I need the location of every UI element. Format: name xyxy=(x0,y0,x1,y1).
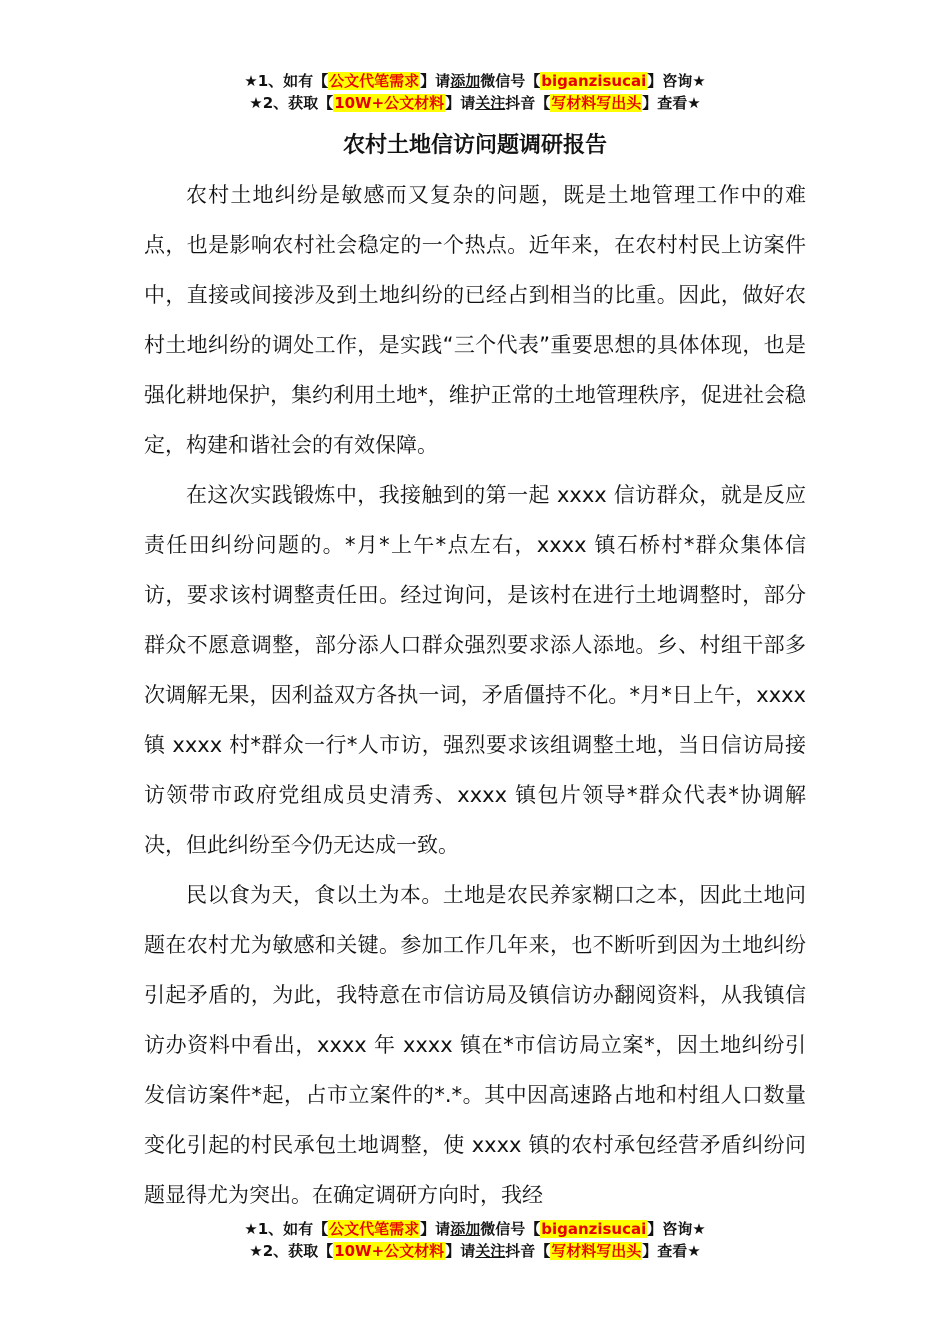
promo-text: 】咨询★ xyxy=(647,72,706,90)
promo-text: ★2、获取【 xyxy=(249,94,334,112)
promo-underlined: 关注 xyxy=(475,1242,506,1260)
body-paragraph: 民以食为天，食以土为本。土地是农民养家糊口之本，因此土地问题在农村尤为敏感和关键。参加工作几年来，也不断听到因为土地纠纷引起矛盾的，为此，我特意在市信访局及镇信访办翻阅资料，从我镇信访办资料中看出，xxxx 年 xxxx 镇在*市信访局立案*，因土地纠纷引发信访案件*起，占市立案件的*.*。其中因高速路占地和村组人口数量变化引起的村民承包土地调整，使 xxxx 镇的农村承包经营矛盾纠纷问题显得尤为突出。在确定调研方向时，我经 xyxy=(144,883,806,1207)
document-body xyxy=(144,170,806,1220)
promo-text: 抖音【 xyxy=(505,1242,551,1260)
promo-highlight: 10W+公文材料 xyxy=(334,1242,445,1260)
promo-text: ★1、如有【 xyxy=(244,1220,329,1238)
promo-highlight: 公文代笔需求 xyxy=(329,1220,420,1238)
promo-text: ★1、如有【 xyxy=(244,72,329,90)
promo-wechat-id: biganzisucai xyxy=(541,72,647,90)
promo-text: 】请 xyxy=(420,1220,451,1238)
promo-text: 】请 xyxy=(420,72,451,90)
promo-text: 微信号【 xyxy=(480,1220,541,1238)
promo-text: 】请 xyxy=(445,1242,476,1260)
footer-promo-banner xyxy=(0,1218,950,1262)
promo-text: 微信号【 xyxy=(480,72,541,90)
promo-underlined: 添加 xyxy=(450,1220,481,1238)
promo-line-1 xyxy=(0,1218,950,1240)
promo-wechat-id: biganzisucai xyxy=(541,1220,647,1238)
promo-line-2 xyxy=(0,92,950,114)
header-promo-banner xyxy=(0,70,950,114)
promo-text: 】查看★ xyxy=(642,94,701,112)
promo-underlined: 添加 xyxy=(450,72,481,90)
body-paragraph: 农村土地纠纷是敏感而又复杂的问题，既是土地管理工作中的难点，也是影响农村社会稳定的一个热点。近年来，在农村村民上访案件中，直接或间接涉及到土地纠纷的已经占到相当的比重。因此，做好农村土地纠纷的调处工作，是实践“三个代表”重要思想的具体体现，也是强化耕地保护，集约利用土地*，维护正常的土地管理秩序，促进社会稳定，构建和谐社会的有效保障。 xyxy=(144,183,806,457)
promo-line-1 xyxy=(0,70,950,92)
promo-douyin-id: 写材料写出头 xyxy=(551,1242,642,1260)
document-title: 农村土地信访问题调研报告 xyxy=(342,133,607,158)
promo-douyin-id: 写材料写出头 xyxy=(551,94,642,112)
promo-line-2 xyxy=(0,1240,950,1262)
body-paragraph: 在这次实践锻炼中，我接触到的第一起 xxxx 信访群众，就是反应责任田纠纷问题的。*月*上午*点左右，xxxx 镇石桥村*群众集体信访，要求该村调整责任田。经过询问，是该村在进行土地调整时，部分群众不愿意调整，部分添人口群众强烈要求添人添地。乡、村组干部多次调解无果，因利益双方各执一词，矛盾僵持不化。*月*日上午，xxxx 镇 xxxx 村*群众一行*人市访，强烈要求该组调整土地，当日信访局接访领带市政府党组成员史清秀、xxxx 镇包片领导*群众代表*协调解决，但此纠纷至今仍无达成一致。 xyxy=(144,483,806,857)
promo-text: 】请 xyxy=(445,94,476,112)
promo-underlined: 关注 xyxy=(475,94,506,112)
promo-highlight: 10W+公文材料 xyxy=(334,94,445,112)
promo-text: 】查看★ xyxy=(642,1242,701,1260)
promo-highlight: 公文代笔需求 xyxy=(329,72,420,90)
promo-text: 】咨询★ xyxy=(647,1220,706,1238)
promo-text: ★2、获取【 xyxy=(249,1242,334,1260)
promo-text: 抖音【 xyxy=(505,94,551,112)
